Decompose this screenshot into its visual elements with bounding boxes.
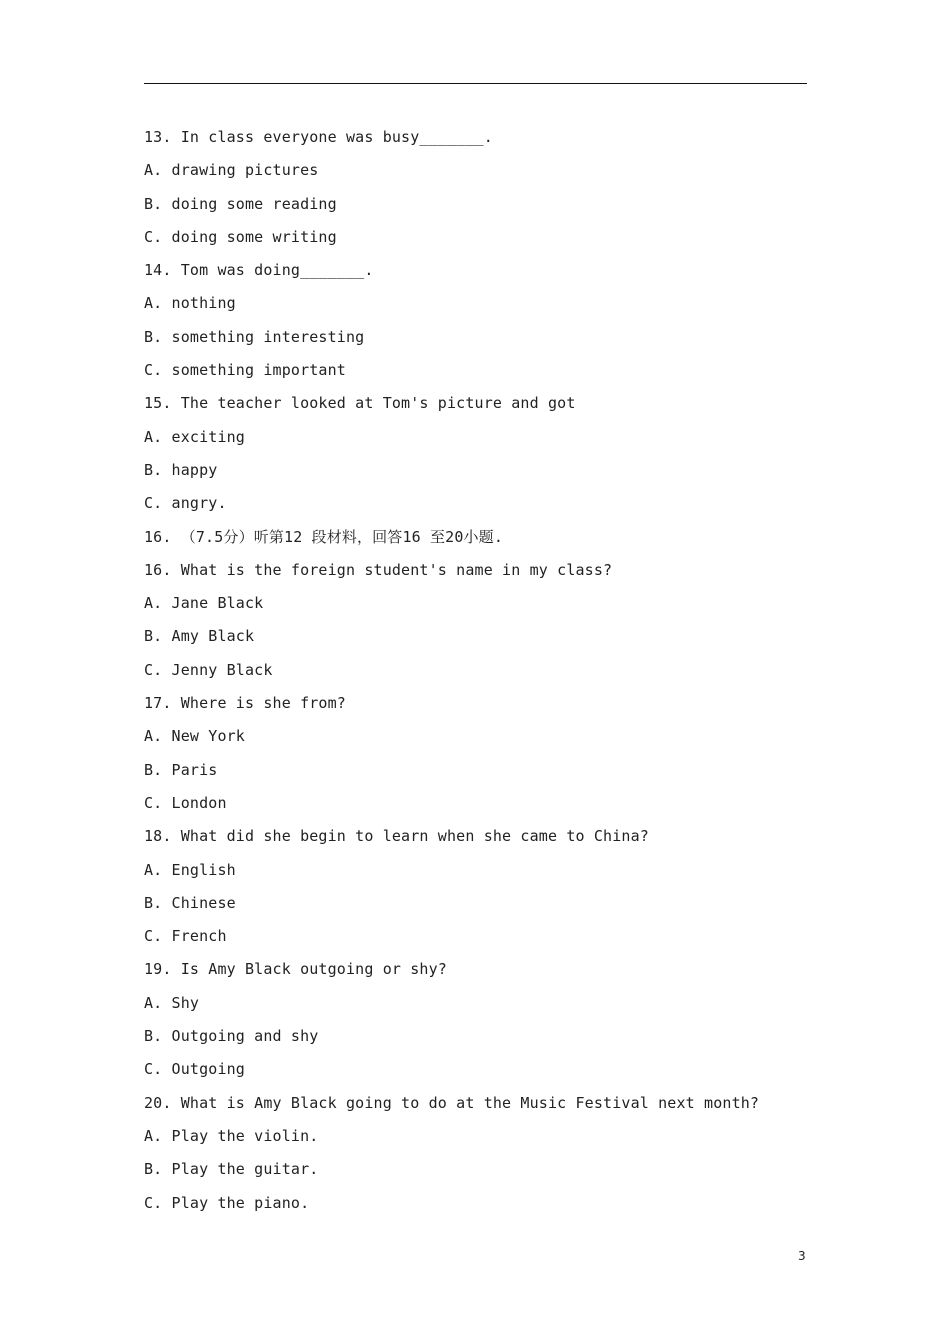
- option-15-a: A. exciting: [144, 427, 245, 446]
- header-rule: [144, 83, 807, 84]
- question-19: 19. Is Amy Black outgoing or shy?: [144, 960, 447, 979]
- option-20-a: A. Play the violin.: [144, 1126, 319, 1145]
- option-16-c: C. Jenny Black: [144, 660, 273, 679]
- page-number: 3: [798, 1249, 806, 1263]
- option-19-c: C. Outgoing: [144, 1060, 245, 1079]
- option-17-a: A. New York: [144, 727, 245, 746]
- option-13-b: B. doing some reading: [144, 194, 337, 213]
- section-instruction: 16. （7.5分）听第12 段材料，回答16 至20小题.: [144, 527, 503, 546]
- option-19-a: A. Shy: [144, 993, 200, 1012]
- question-16: 16. What is the foreign student's name in my class?: [144, 560, 613, 579]
- option-16-b: B. Amy Black: [144, 627, 255, 646]
- option-14-c: C. something important: [144, 361, 346, 380]
- question-14: 14. Tom was doing_______.: [144, 261, 374, 280]
- option-20-b: B. Play the guitar.: [144, 1160, 319, 1179]
- option-14-a: A. nothing: [144, 294, 236, 313]
- option-17-b: B. Paris: [144, 760, 218, 779]
- option-18-c: C. French: [144, 927, 227, 946]
- question-20: 20. What is Amy Black going to do at the Music Festival next month?: [144, 1093, 760, 1112]
- option-13-c: C. doing some writing: [144, 227, 337, 246]
- question-18: 18. What did she begin to learn when she came to China?: [144, 827, 649, 846]
- option-18-b: B. Chinese: [144, 893, 236, 912]
- option-16-a: A. Jane Black: [144, 594, 264, 613]
- question-17: 17. Where is she from?: [144, 694, 346, 713]
- option-15-c: C. angry.: [144, 494, 227, 513]
- option-20-c: C. Play the piano.: [144, 1193, 310, 1212]
- option-19-b: B. Outgoing and shy: [144, 1027, 319, 1046]
- question-13: 13. In class everyone was busy_______.: [144, 128, 493, 146]
- option-14-b: B. something interesting: [144, 327, 365, 346]
- option-13-a: A. drawing pictures: [144, 161, 319, 180]
- option-15-b: B. happy: [144, 460, 218, 479]
- option-18-a: A. English: [144, 860, 236, 879]
- document-body: [144, 126, 807, 1225]
- option-17-c: C. London: [144, 793, 227, 812]
- question-15: 15. The teacher looked at Tom's picture and got: [144, 394, 576, 413]
